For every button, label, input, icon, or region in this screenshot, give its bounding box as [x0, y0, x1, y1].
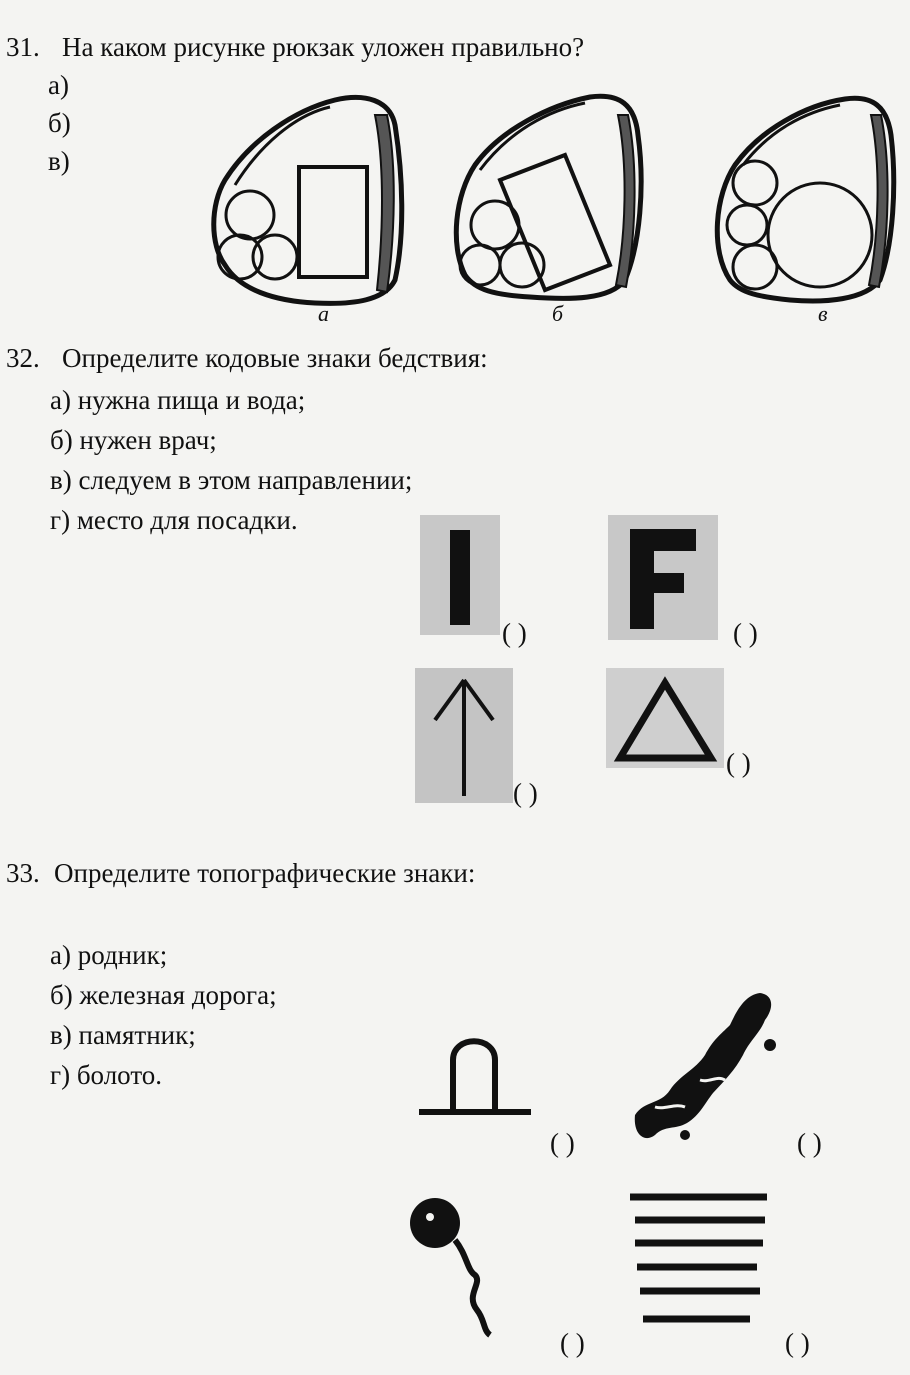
- q31-number: 31.: [6, 32, 40, 62]
- topo-sign-monument-answer[interactable]: ( ): [550, 1128, 575, 1158]
- q31-option-b: б): [48, 108, 71, 138]
- q31-question: На каком рисунке рюкзак уложен правильно?: [62, 32, 585, 62]
- topo-sign-spring-answer[interactable]: ( ): [560, 1328, 585, 1358]
- distress-sign-f: [608, 515, 718, 640]
- backpack-figure-a: [205, 85, 415, 325]
- distress-sign-i-answer[interactable]: ( ): [502, 618, 527, 648]
- figure-label-b: б: [552, 301, 564, 326]
- topo-sign-blob-answer[interactable]: ( ): [797, 1128, 822, 1158]
- distress-sign-triangle: [606, 668, 724, 768]
- q32-option-a: а) нужна пища и вода;: [50, 385, 306, 415]
- distress-sign-i: [420, 515, 500, 635]
- topo-sign-swamp-answer[interactable]: ( ): [785, 1328, 810, 1358]
- q31-option-a: а): [48, 70, 69, 100]
- topo-sign-swamp: [625, 1185, 775, 1330]
- q32-option-b: б) нужен врач;: [50, 425, 217, 455]
- distress-sign-triangle-answer[interactable]: ( ): [726, 748, 751, 778]
- distress-sign-arrow-answer[interactable]: ( ): [513, 778, 538, 808]
- q33-option-b: б) железная дорога;: [50, 980, 277, 1010]
- q31-option-c: в): [48, 146, 70, 176]
- q32-option-d: г) место для посадки.: [50, 505, 298, 535]
- backpack-figure-c: [705, 85, 905, 325]
- q33-option-a: а) родник;: [50, 940, 168, 970]
- q33-option-d: г) болото.: [50, 1060, 163, 1090]
- figure-label-a: а: [318, 301, 329, 326]
- q33-option-c: в) памятник;: [50, 1020, 196, 1050]
- topo-sign-spring: [405, 1195, 515, 1340]
- q33-number: 33.: [6, 858, 40, 888]
- topo-sign-monument: [415, 1025, 535, 1120]
- figure-label-c: в: [818, 301, 828, 326]
- topo-sign-blob: [625, 985, 785, 1150]
- q32-question: Определите кодовые знаки бедствия:: [62, 343, 488, 373]
- distress-sign-f-answer[interactable]: ( ): [733, 618, 758, 648]
- backpack-figure-b: [450, 85, 650, 325]
- q32-number: 32.: [6, 343, 40, 373]
- q33-question: Определите топографические знаки:: [54, 858, 476, 888]
- distress-sign-arrow: [415, 668, 513, 803]
- q32-option-c: в) следуем в этом направлении;: [50, 465, 413, 495]
